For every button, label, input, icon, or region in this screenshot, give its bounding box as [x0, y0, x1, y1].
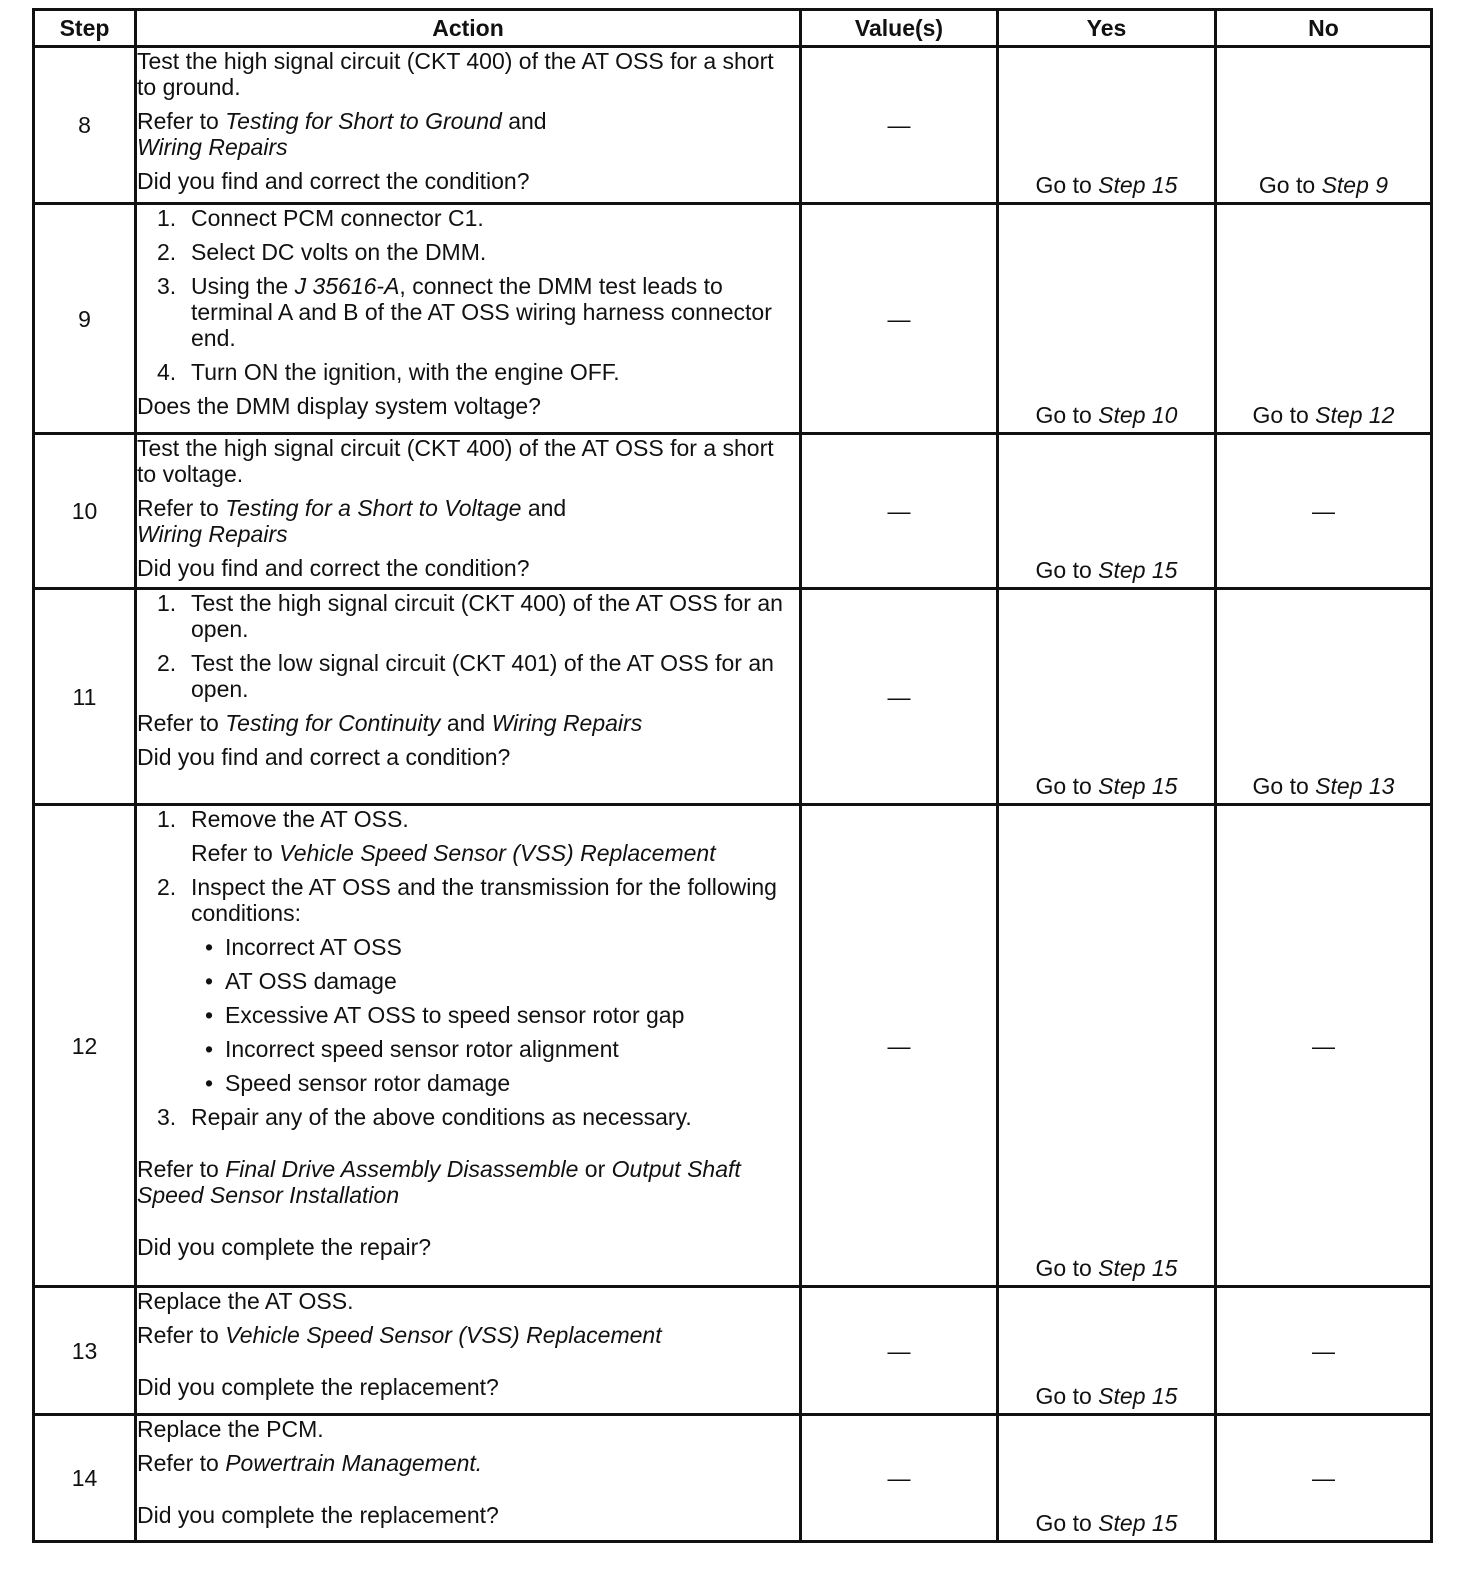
table-row: [34, 589, 1432, 805]
header-values: Value(s): [801, 10, 998, 47]
numbered-list: [137, 590, 799, 702]
action-cell: [136, 1287, 801, 1415]
no-cell: [1216, 589, 1432, 805]
reference-text: Refer to Testing for Short to Ground and Wiring Repairs: [137, 108, 547, 160]
reference-link[interactable]: Testing for Continuity: [225, 710, 441, 736]
yes-cell: [998, 1415, 1216, 1542]
no-dash: —: [1312, 1465, 1335, 1491]
go-to-link[interactable]: Go to Step 12: [1252, 402, 1395, 428]
value-cell: —: [801, 1287, 998, 1415]
reference-link[interactable]: Vehicle Speed Sensor (VSS) Replacement: [225, 1322, 662, 1348]
no-cell: [1216, 1287, 1432, 1415]
action-cell: [136, 589, 801, 805]
step-number: 13: [34, 1287, 136, 1415]
action-text: Test the high signal circuit (CKT 400) of the AT OSS for a short to voltage.: [137, 435, 774, 487]
value-cell: —: [801, 47, 998, 204]
value-cell: —: [801, 434, 998, 589]
question-text: Does the DMM display system voltage?: [137, 393, 541, 419]
yes-cell: [998, 589, 1216, 805]
reference-link[interactable]: Powertrain Management.: [225, 1450, 483, 1476]
tool-reference: J 35616-A: [294, 273, 400, 299]
bullet-list: [191, 934, 799, 1096]
reference-text: Refer to Testing for Continuity and Wiring Repairs: [137, 710, 643, 736]
step-number: 10: [34, 434, 136, 589]
action-cell: [136, 434, 801, 589]
list-item: 3. Using the J 35616-A, connect the DMM test leads to terminal A and B of the AT OSS wiring harness connector end.: [157, 273, 772, 351]
action-cell: [136, 1415, 801, 1542]
go-to-link[interactable]: Go to Step 9: [1258, 172, 1389, 198]
action-cell: [136, 47, 801, 204]
header-action: Action: [136, 10, 801, 47]
table-row: [34, 805, 1432, 1287]
question-text: Did you complete the replacement?: [137, 1502, 499, 1528]
step-number: 9: [34, 204, 136, 434]
no-dash: —: [1312, 1337, 1335, 1364]
question-text: Did you find and correct the condition?: [137, 168, 530, 194]
action-text: Replace the PCM.: [137, 1416, 324, 1442]
numbered-list: [137, 806, 799, 1130]
yes-cell: [998, 204, 1216, 434]
reference-text: Refer to Final Drive Assembly Disassemble or Output Shaft Speed Sensor Installation: [137, 1156, 741, 1208]
header-yes: Yes: [998, 10, 1216, 47]
action-cell: [136, 805, 801, 1287]
step-number: 12: [34, 805, 136, 1287]
bullet-item: • Speed sensor rotor damage: [191, 1070, 799, 1096]
table-row: [34, 1287, 1432, 1415]
numbered-list: [137, 205, 799, 385]
header-step: Step: [34, 10, 136, 47]
step-number: 14: [34, 1415, 136, 1542]
go-to-link[interactable]: Go to Step 15: [1035, 773, 1178, 799]
question-text: Did you complete the replacement?: [137, 1374, 499, 1400]
question-text: Did you complete the repair?: [137, 1234, 432, 1260]
bullet-item: • Incorrect AT OSS: [191, 934, 799, 960]
yes-cell: [998, 47, 1216, 204]
no-cell: [1216, 805, 1432, 1287]
value-cell: —: [801, 589, 998, 805]
list-item: 1. Test the high signal circuit (CKT 400) of the AT OSS for an open.: [157, 590, 783, 642]
reference-text: Refer to Vehicle Speed Sensor (VSS) Replacement: [137, 1322, 662, 1348]
go-to-link[interactable]: Go to Step 15: [1035, 1383, 1178, 1409]
list-item: 2. Inspect the AT OSS and the transmission for the following conditions: • Incorrect AT OSS • AT OSS damage • Excessive AT OSS to speed sensor rotor gap • Incorrect speed sensor rotor alignment • Speed sensor rotor damage: [137, 874, 799, 1096]
value-cell: —: [801, 805, 998, 1287]
action-text: Test the high signal circuit (CKT 400) of the AT OSS for a short to ground.: [137, 48, 774, 100]
table-row: [34, 204, 1432, 434]
no-cell: [1216, 1415, 1432, 1542]
go-to-link[interactable]: Go to Step 10: [1035, 402, 1178, 428]
yes-cell: [998, 1287, 1216, 1415]
no-dash: —: [1312, 1032, 1335, 1059]
no-dash: —: [1312, 498, 1335, 524]
bullet-item: • Incorrect speed sensor rotor alignment: [191, 1036, 799, 1062]
bullet-item: • Excessive AT OSS to speed sensor rotor gap: [191, 1002, 799, 1028]
table-row: [34, 47, 1432, 204]
go-to-link[interactable]: Go to Step 15: [1035, 172, 1178, 198]
step-number: 8: [34, 47, 136, 204]
table-row: [34, 434, 1432, 589]
yes-cell: [998, 434, 1216, 589]
yes-cell: [998, 805, 1216, 1287]
value-cell: —: [801, 204, 998, 434]
table-row: [34, 1415, 1432, 1542]
reference-link[interactable]: Final Drive Assembly Disassemble: [225, 1156, 579, 1182]
question-text: Did you find and correct a condition?: [137, 744, 511, 770]
list-item: 4. Turn ON the ignition, with the engine OFF.: [157, 359, 620, 385]
list-item: 1. Connect PCM connector C1.: [157, 205, 484, 231]
reference-link[interactable]: Wiring Repairs: [137, 134, 288, 160]
reference-link[interactable]: Output Shaft Speed Sensor Installation: [137, 1156, 741, 1208]
no-cell: [1216, 204, 1432, 434]
header-no: No: [1216, 10, 1432, 47]
list-item: 1. Remove the AT OSS. Refer to Vehicle Speed Sensor (VSS) Replacement: [137, 806, 799, 866]
header-row: [34, 10, 1432, 47]
list-item: 2. Test the low signal circuit (CKT 401) of the AT OSS for an open.: [157, 650, 774, 702]
go-to-link[interactable]: Go to Step 15: [1035, 1255, 1178, 1281]
question-text: Did you find and correct the condition?: [137, 555, 530, 581]
reference-text: Refer to Testing for a Short to Voltage and Wiring Repairs: [137, 495, 567, 547]
no-cell: [1216, 434, 1432, 589]
no-cell: [1216, 47, 1432, 204]
value-cell: —: [801, 1415, 998, 1542]
go-to-link[interactable]: Go to Step 15: [1035, 1510, 1178, 1536]
diagnostic-table: [32, 8, 1433, 1543]
action-text: Replace the AT OSS.: [137, 1288, 354, 1314]
reference-link[interactable]: Wiring Repairs: [137, 521, 288, 547]
step-number: 11: [34, 589, 136, 805]
list-item: 2. Select DC volts on the DMM.: [157, 239, 487, 265]
reference-text: Refer to Powertrain Management.: [137, 1450, 483, 1476]
go-to-link[interactable]: Go to Step 15: [1035, 557, 1178, 583]
go-to-link[interactable]: Go to Step 13: [1252, 773, 1395, 799]
reference-text: Refer to Vehicle Speed Sensor (VSS) Replacement: [191, 840, 716, 866]
reference-link[interactable]: Testing for a Short to Voltage: [225, 495, 522, 521]
reference-link[interactable]: Vehicle Speed Sensor (VSS) Replacement: [279, 840, 716, 866]
list-item: 3. Repair any of the above conditions as necessary.: [157, 1104, 692, 1130]
reference-link[interactable]: Wiring Repairs: [491, 710, 643, 736]
action-cell: [136, 204, 801, 434]
bullet-item: • AT OSS damage: [191, 968, 799, 994]
reference-link[interactable]: Testing for Short to Ground: [225, 108, 502, 134]
